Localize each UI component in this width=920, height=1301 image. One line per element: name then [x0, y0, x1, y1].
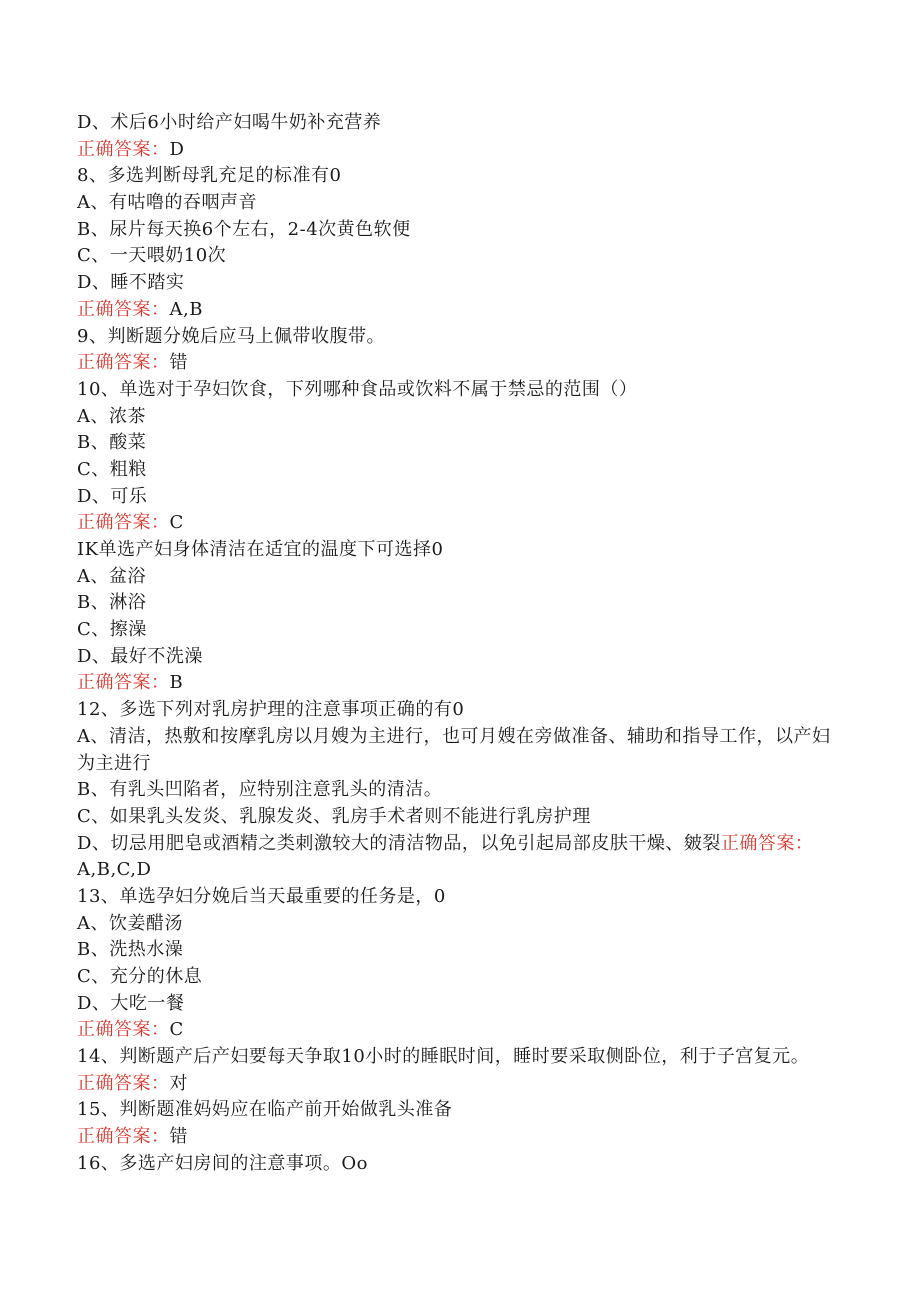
answer-label: 正确答案： — [77, 1019, 170, 1041]
question-line: 12、多选下列对乳房护理的注意事项正确的有0 — [77, 699, 465, 721]
answer-label: 正确答案： — [77, 298, 170, 320]
answer-label: 正确答案： — [77, 352, 170, 374]
option-line: C、充分的休息 — [77, 966, 203, 987]
answer-label: 正确答案： — [77, 512, 170, 534]
option-line: C、一天喂奶10次 — [77, 245, 227, 267]
option-line: A、清洁，热敷和按摩乳房以月嫂为主进行，也可月嫂在旁做准备、辅助和指导工作，以产妇 — [77, 725, 831, 747]
option-line: D、最好不洗澡 — [77, 645, 203, 667]
option-line: A、有咕噜的吞咽声音 — [77, 192, 257, 214]
question-line: 14、判断题产后产妇要每天争取10小时的睡眠时间，睡时要采取侧卧位，利于子宫复元。 — [77, 1046, 810, 1068]
option-line: B、尿片每天换6个左右，2-4次黄色软便 — [77, 218, 411, 240]
option-line: D、大吃一餐 — [77, 992, 185, 1014]
answer-value-line: A,B,C,D — [77, 859, 152, 881]
answer-value: C — [169, 512, 184, 534]
option-line: D、可乐 — [77, 485, 148, 507]
option-line: A、浓茶 — [77, 405, 146, 427]
option-line: A、饮姜醋汤 — [77, 912, 183, 934]
answer-label: 正确答案： — [720, 832, 814, 854]
answer-value: 错 — [169, 1126, 188, 1148]
answer-value: 对 — [169, 1072, 188, 1094]
answer-label: 正确答案： — [77, 1126, 170, 1148]
option-line: B、洗热水澡 — [77, 939, 184, 961]
option-line: B、淋浴 — [77, 592, 147, 614]
question-line: 15、判断题准妈妈应在临产前开始做乳头准备 — [77, 1099, 453, 1121]
option-line: C、如果乳头发炎、乳腺发炎、乳房手术者则不能进行乳房护理 — [77, 805, 591, 827]
option-line-with-answer-label — [77, 831, 837, 858]
question-line: 9、判断题分娩后应马上佩带收腹带。 — [77, 325, 385, 347]
answer-label: 正确答案： — [77, 138, 170, 160]
option-line: D、术后6小时给产妇喝牛奶补充营养 — [77, 112, 382, 133]
answer-value: D — [169, 138, 185, 160]
answer-label: 正确答案： — [77, 1072, 170, 1094]
answer-line — [77, 510, 837, 537]
question-line: 13、单选孕妇分娩后当天最重要的任务是，0 — [77, 885, 446, 907]
option-line: 为主进行 — [77, 752, 151, 774]
answer-line — [77, 137, 837, 164]
option-line: C、粗粮 — [77, 458, 147, 480]
option-text: D、切忌用肥皂或酒精之类刺激较大的清洁物品，以免引起局部皮肤干燥、皴裂 — [77, 832, 721, 854]
option-line: A、盆浴 — [77, 565, 146, 587]
answer-line — [77, 670, 837, 697]
answer-line — [77, 1071, 837, 1098]
answer-value: 错 — [169, 352, 188, 374]
answer-line — [77, 1124, 837, 1151]
document-content — [77, 110, 837, 1178]
question-line: 16、多选产妇房间的注意事项。Oo — [77, 1152, 368, 1174]
answer-value: A,B — [169, 298, 203, 320]
option-line: D、睡不踏实 — [77, 272, 185, 294]
question-line: 8、多选判断母乳充足的标准有0 — [77, 165, 342, 187]
answer-value: B — [169, 672, 184, 694]
option-line: B、有乳头凹陷者，应特别注意乳头的清洁。 — [77, 779, 443, 801]
option-line: C、擦澡 — [77, 619, 147, 641]
answer-line — [77, 350, 837, 377]
question-line: IK单选产妇身体清洁在适宜的温度下可选择0 — [77, 539, 444, 560]
answer-line — [77, 1017, 837, 1044]
answer-line — [77, 297, 837, 324]
question-line: 10、单选对于孕妇饮食，下列哪种食品或饮料不属于禁忌的范围（） — [77, 378, 638, 400]
answer-label: 正确答案： — [77, 672, 170, 694]
answer-value: C — [169, 1019, 184, 1041]
option-line: B、酸菜 — [77, 432, 147, 454]
